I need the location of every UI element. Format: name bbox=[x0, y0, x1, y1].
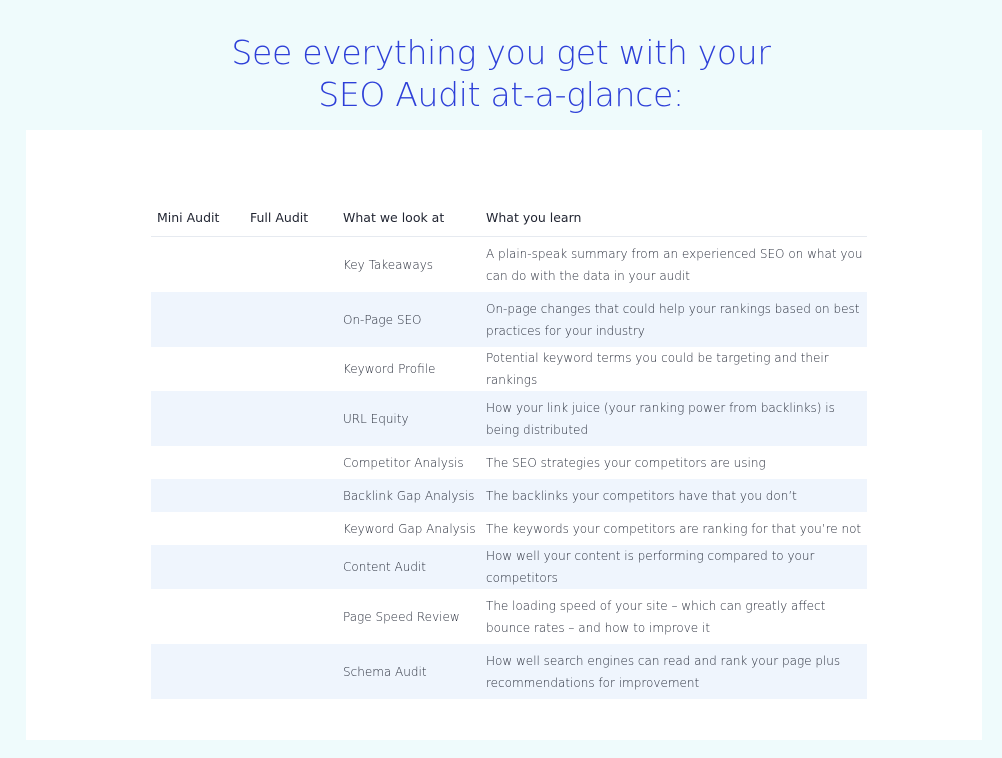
header-full-audit: Full Audit bbox=[244, 198, 337, 237]
mini-audit-cell bbox=[151, 347, 244, 391]
topic-cell: On-Page SEO bbox=[337, 292, 480, 347]
topic-cell: Page Speed Review bbox=[343, 609, 460, 624]
table-header-row bbox=[151, 198, 867, 237]
table-row bbox=[151, 347, 867, 391]
page-headline bbox=[0, 32, 1002, 116]
full-audit-cell bbox=[244, 347, 337, 391]
mini-audit-cell bbox=[151, 479, 244, 512]
mini-audit-cell bbox=[151, 391, 244, 446]
header-what-we-look-at: What we look at bbox=[337, 198, 480, 237]
learn-cell: On-page changes that could help your rankings based on best practices for your industry bbox=[480, 292, 867, 347]
learn-cell: The keywords your competitors are ranking for that you’re not bbox=[486, 521, 862, 536]
mini-audit-cell bbox=[151, 446, 244, 479]
table-row bbox=[151, 237, 867, 293]
learn-cell: How your link juice (your ranking power from backlinks) is being distributed bbox=[480, 391, 867, 446]
mini-audit-cell bbox=[151, 237, 244, 293]
topic-cell: Keyword Profile bbox=[343, 362, 436, 376]
full-audit-cell bbox=[244, 545, 337, 589]
table-row bbox=[151, 446, 867, 479]
table-row bbox=[151, 512, 867, 545]
learn-cell: A plain-speak summary from an experienced SEO on what you can do with the data in your audit bbox=[486, 246, 863, 283]
table-row bbox=[151, 589, 867, 644]
topic-cell: Key Takeaways bbox=[343, 257, 434, 272]
topic-cell: Competitor Analysis bbox=[343, 455, 464, 470]
table-row bbox=[151, 545, 867, 589]
mini-audit-cell bbox=[151, 644, 244, 699]
full-audit-cell bbox=[244, 512, 337, 545]
comparison-card bbox=[26, 130, 982, 740]
topic-cell: URL Equity bbox=[337, 391, 480, 446]
learn-cell: The SEO strategies your competitors are using bbox=[486, 455, 766, 470]
headline-line-1: See everything you get with your bbox=[231, 33, 771, 73]
table-row bbox=[151, 644, 867, 699]
learn-cell: The loading speed of your site – which can greatly affect bounce rates – and how to improve it bbox=[486, 598, 826, 635]
table-row bbox=[151, 292, 867, 347]
mini-audit-cell bbox=[151, 545, 244, 589]
table-row bbox=[151, 391, 867, 446]
topic-cell: Content Audit bbox=[337, 545, 480, 589]
topic-cell: Schema Audit bbox=[337, 644, 480, 699]
mini-audit-cell bbox=[151, 292, 244, 347]
full-audit-cell bbox=[244, 644, 337, 699]
mini-audit-cell bbox=[151, 512, 244, 545]
table-row bbox=[151, 479, 867, 512]
mini-audit-cell bbox=[151, 589, 244, 644]
header-what-you-learn: What you learn bbox=[480, 198, 867, 237]
full-audit-cell bbox=[244, 292, 337, 347]
full-audit-cell bbox=[244, 237, 337, 293]
full-audit-cell bbox=[244, 479, 337, 512]
learn-cell: How well your content is performing compared to your competitors bbox=[480, 545, 867, 589]
full-audit-cell bbox=[244, 446, 337, 479]
learn-cell: Potential keyword terms you could be targeting and their rankings bbox=[486, 351, 829, 387]
learn-cell: The backlinks your competitors have that you don’t bbox=[480, 479, 867, 512]
headline-line-2: SEO Audit at-a-glance: bbox=[318, 75, 684, 115]
full-audit-cell bbox=[244, 391, 337, 446]
full-audit-cell bbox=[244, 589, 337, 644]
topic-cell: Keyword Gap Analysis bbox=[343, 521, 476, 536]
topic-cell: Backlink Gap Analysis bbox=[337, 479, 480, 512]
audit-comparison-table bbox=[151, 198, 867, 699]
header-mini-audit: Mini Audit bbox=[151, 198, 244, 237]
learn-cell: How well search engines can read and rank your page plus recommendations for improvement bbox=[480, 644, 867, 699]
